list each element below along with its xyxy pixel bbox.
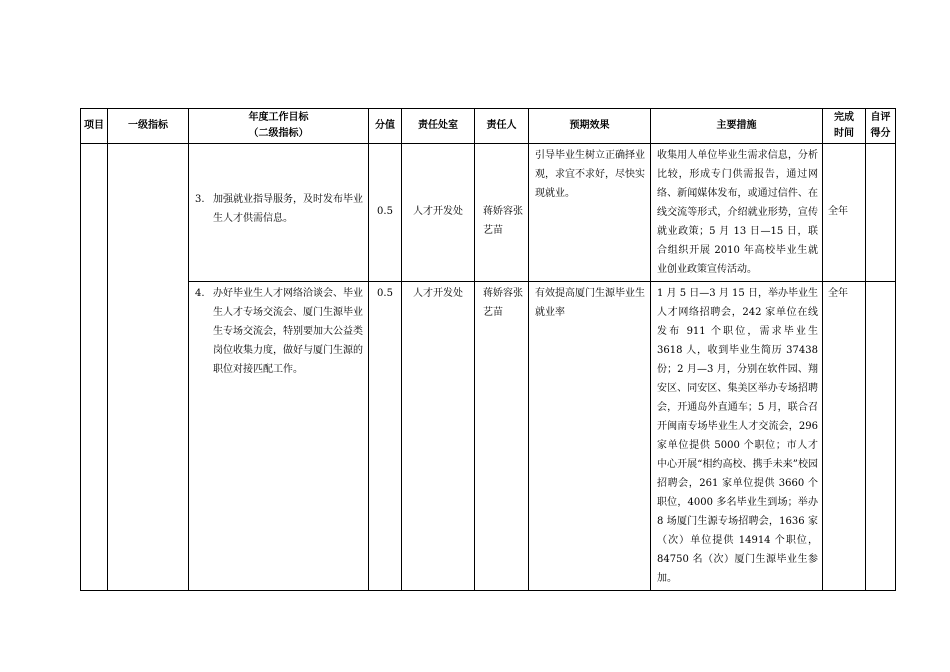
header-level1: 一级指标 — [108, 109, 189, 144]
header-person: 责任人 — [475, 109, 529, 144]
goal-cell — [189, 282, 369, 591]
time-cell: 全年 — [823, 282, 866, 591]
measures-cell: 1 月 5 日—3 月 15 日，举办毕业生人才网络招聘会，242 家单位在线发布 911 个职位，需求毕业生 3618 人，收到毕业生简历 37438 份；2 月—3 月，分别在软件园、翔安区、同安区、集美区举办专场招聘会，开通岛外直通车；5 月，联合召开闽南专场毕业生人才交流会，296 家单位提供 5000 个职位；市人才中心开展“相约高校、携手未来”校园招聘会，261 家单位提供 3660 个职位，4000 多名毕业生到场；举办 8 场厦门生源专场招聘会，1636 家（次）单位提供 14914 个职位，84750 名（次）厦门生源毕业生参加。 — [651, 282, 823, 591]
self-score-cell — [866, 144, 896, 282]
goal-text: 加强就业指导服务，及时发布毕业生人才供需信息。 — [213, 194, 363, 224]
dept-cell: 人才开发处 — [402, 282, 475, 591]
goal-number: 3. — [195, 194, 205, 205]
dept-cell: 人才开发处 — [402, 144, 475, 282]
table-row — [81, 282, 896, 591]
header-time-line1: 完成 — [834, 112, 854, 123]
header-effect: 预期效果 — [529, 109, 651, 144]
project-cell — [81, 144, 108, 591]
self-score-cell — [866, 282, 896, 591]
header-score: 分值 — [369, 109, 402, 144]
level1-cell — [108, 144, 189, 591]
evaluation-table — [80, 108, 896, 591]
goal-cell — [189, 144, 369, 282]
header-self-score — [866, 109, 896, 144]
goal-number: 4. — [195, 288, 205, 299]
header-measures: 主要措施 — [651, 109, 823, 144]
header-self-line1: 自评 — [870, 112, 891, 123]
header-time — [823, 109, 866, 144]
goal-text: 办好毕业生人才网络洽谈会、毕业生人才专场交流会、厦门生源毕业生专场交流会，特别要加大公益类岗位收集力度，做好与厦门生源的职位对接匹配工作。 — [213, 288, 363, 375]
time-cell: 全年 — [823, 144, 866, 282]
header-goal-line1: 年度工作目标 — [248, 112, 309, 123]
measures-cell: 收集用人单位毕业生需求信息，分析比较，形成专门供需报告，通过网络、新闻媒体发布，或通过信件、在线交流等形式，介绍就业形势，宣传就业政策；5 月 13 日—15 日，联合组织开展 2010 年高校毕业生就业创业政策宣传活动。 — [651, 144, 823, 282]
header-time-line2: 时间 — [834, 128, 854, 139]
header-self-line2: 得分 — [870, 128, 891, 139]
effect-cell: 有效提高厦门生源毕业生就业率 — [529, 282, 651, 591]
effect-cell: 引导毕业生树立正确择业观，求宜不求好，尽快实现就业。 — [529, 144, 651, 282]
header-goal — [189, 109, 369, 144]
person-cell: 蒋娇容张艺苗 — [475, 144, 529, 282]
score-cell: 0.5 — [369, 282, 402, 591]
table-row — [81, 144, 896, 282]
person-cell: 蒋娇容张艺苗 — [475, 282, 529, 591]
header-goal-line2: （二级指标） — [248, 128, 309, 139]
table-header-row — [81, 109, 896, 144]
score-cell: 0.5 — [369, 144, 402, 282]
header-dept: 责任处室 — [402, 109, 475, 144]
header-project: 项目 — [81, 109, 108, 144]
